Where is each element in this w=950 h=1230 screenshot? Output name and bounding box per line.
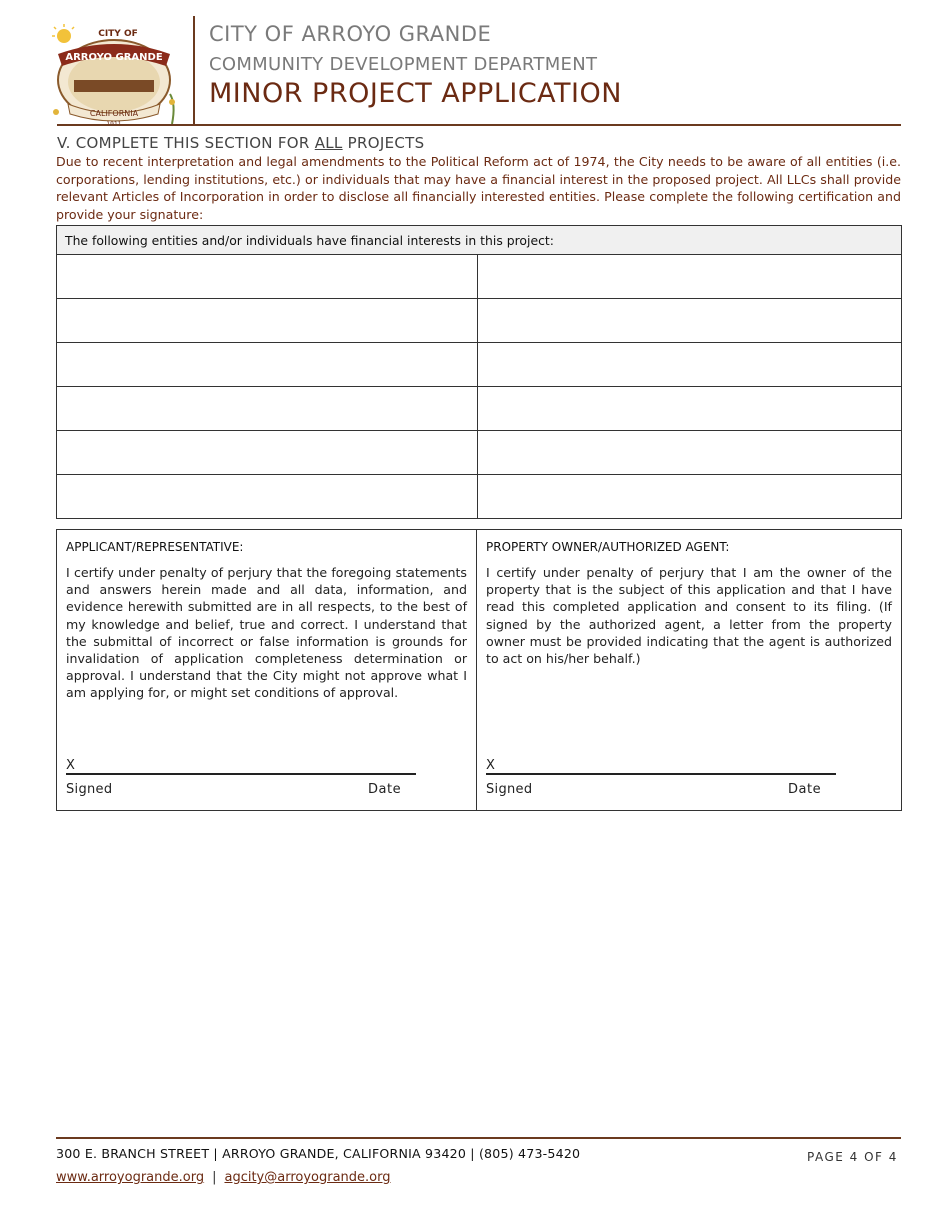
entity-field[interactable] [57, 431, 478, 475]
owner-certification [477, 530, 901, 810]
entity-field[interactable] [478, 255, 902, 299]
page-number: PAGE 4 OF 4 [807, 1150, 898, 1164]
section-title [57, 134, 424, 152]
entity-field[interactable] [478, 299, 902, 343]
table-row [57, 343, 902, 387]
footer-rule [56, 1137, 901, 1139]
applicant-signature-mark: X [66, 758, 75, 773]
owner-signature-mark: X [486, 758, 495, 773]
footer-links [56, 1170, 391, 1185]
certification-box [56, 529, 902, 811]
website-link[interactable]: www.arroyogrande.org [56, 1170, 205, 1185]
entity-field[interactable] [57, 299, 478, 343]
applicant-statement: I certify under penalty of perjury that the foregoing statements and answers herein made and all data, information, and evidence herewith submitted are in all respects, to the best of my knowledge and belief, true and correct. I understand that the submittal of incorrect or false information is grounds for invalidation of application completeness determination or approval. I understand that the City might not approve what I am applying for, or might set conditions of approval. [66, 565, 467, 701]
city-name: CITY OF ARROYO GRANDE [209, 22, 492, 46]
applicant-signed-label: Signed [66, 782, 113, 797]
entity-field[interactable] [478, 387, 902, 431]
financial-table-header: The following entities and/or individuals have financial interests in this project: [57, 226, 902, 255]
entity-field[interactable] [478, 343, 902, 387]
financial-interest-table [56, 225, 902, 519]
form-title: MINOR PROJECT APPLICATION [209, 78, 622, 109]
applicant-certification [57, 530, 477, 810]
owner-signed-label: Signed [486, 782, 533, 797]
section-intro: Due to recent interpretation and legal amendments to the Political Reform act of 1974, the City needs to be aware of all entities (i.e. corporations, lending institutions, etc.) or individuals that may have a financial interest in the proposed project. All LLCs shall provide relevant Articles of Incorporation in order to disclose all financially interested entities. Please complete the following certification and provide your signature: [56, 154, 901, 222]
owner-title: PROPERTY OWNER/AUTHORIZED AGENT: [486, 540, 730, 554]
footer-link-separator: | [212, 1170, 217, 1185]
table-row [57, 475, 902, 519]
table-row [57, 299, 902, 343]
logo-bottom-text: CALIFORNIA [89, 109, 139, 118]
logo-banner-text: ARROYO GRANDE [65, 52, 163, 63]
table-row [57, 387, 902, 431]
header-divider [193, 16, 195, 124]
entity-field[interactable] [57, 255, 478, 299]
entity-field[interactable] [57, 387, 478, 431]
department-name: COMMUNITY DEVELOPMENT DEPARTMENT [209, 54, 598, 75]
entity-field[interactable] [57, 475, 478, 519]
email-link[interactable]: agcity@arroyogrande.org [224, 1170, 391, 1185]
logo-top-text: CITY OF [98, 29, 138, 39]
section-title-prefix: V. COMPLETE THIS SECTION FOR [57, 134, 315, 152]
city-seal-logo [48, 24, 180, 128]
table-row [57, 255, 902, 299]
entity-field[interactable] [478, 475, 902, 519]
applicant-date-label: Date [368, 782, 402, 797]
applicant-title: APPLICANT/REPRESENTATIVE: [66, 540, 244, 554]
owner-statement: I certify under penalty of perjury that I am the owner of the property that is the subject of this application and that I have read this completed application and consent to its filing. (If signed by the authorized agent, a letter from the property owner must be provided indicating that the agent is authorized to act on his/her behalf.) [486, 565, 892, 667]
section-title-suffix: PROJECTS [342, 134, 425, 152]
entity-field[interactable] [478, 431, 902, 475]
owner-date-label: Date [788, 782, 822, 797]
page-header [48, 16, 901, 126]
table-row [57, 431, 902, 475]
applicant-signature-line[interactable] [66, 773, 416, 775]
section-title-emphasis: ALL [314, 134, 343, 152]
header-rule [57, 124, 901, 126]
entity-field[interactable] [57, 343, 478, 387]
footer-address: 300 E. BRANCH STREET | ARROYO GRANDE, CALIFORNIA 93420 | (805) 473-5420 [56, 1146, 581, 1161]
owner-signature-line[interactable] [486, 773, 836, 775]
